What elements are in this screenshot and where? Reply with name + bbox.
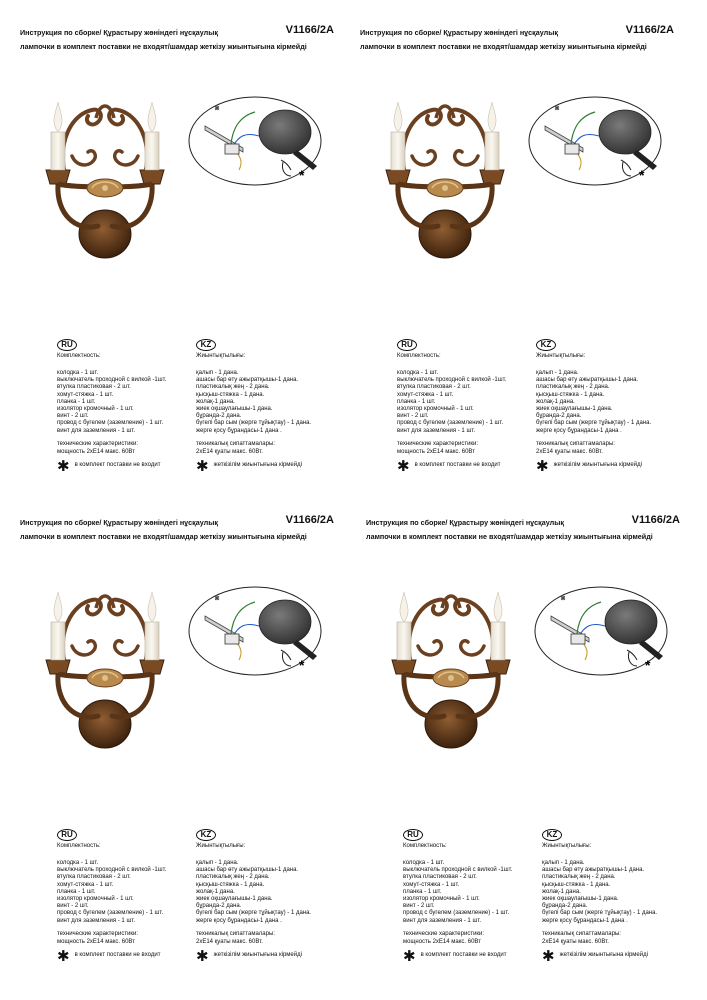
ru-item: колодка - 1 шт. bbox=[57, 370, 99, 376]
kz-item: бүгелі бар сым (жерге тұйықтау) - 1 дана. bbox=[542, 910, 658, 917]
ru-item: втулка пластиковая - 2 шт. bbox=[397, 384, 471, 391]
ru-item: выключатель проходной с вилкой -1шт. bbox=[57, 867, 167, 874]
ru-item: винт - 2 шт. bbox=[403, 903, 435, 910]
kz-note bbox=[536, 458, 642, 475]
ru-item: провод с бугелем (заземление) - 1 шт. bbox=[403, 910, 510, 917]
ru-badge: RU bbox=[57, 829, 77, 841]
kz-item: жерге қосу бұрандасы-1 дана . bbox=[196, 427, 282, 434]
subtitle: лампочки в комплект поставки не входят/шамдар жеткізу жиынтығына кірмейді bbox=[366, 532, 653, 541]
ru-item: винт для заземления - 1 шт. bbox=[397, 427, 476, 434]
kz-tech-heading: техникалық сипаттамалары: bbox=[196, 441, 275, 447]
kz-item: жиек оқшаулағышы-1 дана. bbox=[536, 405, 613, 412]
kz-item: қысқыш-стяжка - 1 дана. bbox=[196, 881, 265, 888]
kz-item: қалып - 1 дана. bbox=[196, 370, 239, 376]
kz-item: ашасы бар өту ажыратқышы-1 дана. bbox=[542, 867, 645, 874]
asterisk-icon: ✱ bbox=[397, 458, 410, 475]
mounting-diagram bbox=[531, 586, 673, 682]
ru-item: изолятор кромочный - 1 шт. bbox=[397, 405, 474, 412]
ru-note-text: в комплект поставки не входит bbox=[420, 952, 507, 958]
ru-item: втулка пластиковая - 2 шт. bbox=[57, 384, 131, 391]
ru-item: винт для заземления - 1 шт. bbox=[57, 427, 136, 434]
kz-item: бұранда-2 дана. bbox=[536, 413, 582, 420]
ru-note bbox=[57, 948, 161, 965]
asterisk-icon: ✱ bbox=[536, 458, 549, 475]
kz-item: қысқыш-стяжка - 1 дана. bbox=[196, 391, 265, 398]
ru-heading: Комплектность: bbox=[57, 353, 101, 359]
ru-note-text: в комплект поставки не входит bbox=[74, 462, 161, 468]
title: Инструкция по сборке/ Құрастыру жөніндегі нұсқаулық bbox=[366, 518, 564, 527]
kz-tech-value: 2хЕ14 қуаты макс. 60Вт. bbox=[536, 449, 603, 455]
ru-item: провод с бугелем (заземление) - 1 шт. bbox=[57, 420, 164, 427]
ru-tech-heading: технические характеристики: bbox=[403, 931, 485, 937]
ru-item: планка - 1 шт. bbox=[397, 398, 436, 405]
kz-note-text: жеткізілім жиынтығына кірмейді bbox=[559, 952, 648, 958]
kz-note bbox=[196, 948, 302, 965]
ru-tech-heading: технические характеристики: bbox=[57, 441, 139, 447]
kz-badge: KZ bbox=[536, 339, 556, 351]
asterisk-icon: ✱ bbox=[196, 948, 209, 965]
ru-item: выключатель проходной с вилкой -1шт. bbox=[403, 867, 513, 874]
mounting-diagram bbox=[525, 96, 667, 192]
ru-item: изолятор кромочный - 1 шт. bbox=[57, 405, 134, 412]
ru-note bbox=[57, 458, 161, 475]
ru-item: провод с бугелем (заземление) - 1 шт. bbox=[57, 910, 164, 917]
ru-tech-heading: технические характеристики: bbox=[397, 441, 479, 447]
mounting-diagram bbox=[185, 586, 327, 682]
kz-tech-value: 2хЕ14 қуаты макс. 60Вт. bbox=[542, 939, 609, 945]
subtitle: лампочки в комплект поставки не входят/шамдар жеткізу жиынтығына кірмейді bbox=[360, 42, 647, 51]
ru-item: хомут-стяжка - 1 шт. bbox=[57, 391, 114, 398]
kz-badge: KZ bbox=[542, 829, 562, 841]
ru-item: изолятор кромочный - 1 шт. bbox=[57, 895, 134, 902]
ru-item: винт - 2 шт. bbox=[397, 413, 429, 420]
kz-item: жолақ-1 дана. bbox=[196, 888, 235, 895]
title: Инструкция по сборке/ Құрастыру жөніндегі нұсқаулық bbox=[20, 518, 218, 527]
asterisk-icon: ✱ bbox=[403, 948, 416, 965]
kz-item: бүгелі бар сым (жерге тұйықтау) - 1 дана. bbox=[196, 420, 312, 427]
kz-item: жиек оқшаулағышы-1 дана. bbox=[196, 895, 273, 902]
ru-item: винт - 2 шт. bbox=[57, 903, 89, 910]
kz-heading: Жиынтықтылығы: bbox=[196, 353, 246, 359]
kz-item: пластикалық жең - 2 дана. bbox=[536, 384, 610, 391]
ru-item: выключатель проходной с вилкой -1шт. bbox=[57, 377, 167, 384]
ru-note bbox=[403, 948, 507, 965]
asterisk-icon: ✱ bbox=[196, 458, 209, 475]
mounting-diagram bbox=[185, 96, 327, 192]
kz-item: ашасы бар өту ажыратқышы-1 дана. bbox=[536, 377, 639, 384]
ru-tech-value: мощность 2хЕ14 макс. 60Вт bbox=[57, 939, 135, 945]
ru-items bbox=[403, 860, 512, 925]
asterisk-icon: ✱ bbox=[57, 948, 70, 965]
kz-note bbox=[196, 458, 302, 475]
wall-lamp-image bbox=[36, 92, 174, 260]
kz-tech-heading: техникалық сипаттамалары: bbox=[542, 931, 621, 937]
ru-item: планка - 1 шт. bbox=[403, 888, 442, 895]
ru-tech-value: мощность 2хЕ14 макс. 60Вт bbox=[397, 449, 475, 455]
kz-item: бұранда-2 дана. bbox=[196, 413, 242, 420]
kz-item: жолақ-1 дана. bbox=[536, 398, 575, 405]
subtitle: лампочки в комплект поставки не входят/шамдар жеткізу жиынтығына кірмейді bbox=[20, 42, 307, 51]
ru-item: винт для заземления - 1 шт. bbox=[403, 917, 482, 924]
kz-tech-value: 2хЕ14 қуаты макс. 60Вт. bbox=[196, 939, 263, 945]
asterisk-icon: ✱ bbox=[57, 458, 70, 475]
kz-item: бүгелі бар сым (жерге тұйықтау) - 1 дана. bbox=[536, 420, 652, 427]
kz-tech-heading: техникалық сипаттамалары: bbox=[196, 931, 275, 937]
kz-heading: Жиынтықтылығы: bbox=[196, 843, 246, 849]
ru-badge: RU bbox=[403, 829, 423, 841]
asterisk-icon: ✱ bbox=[542, 948, 555, 965]
kz-item: ашасы бар өту ажыратқышы-1 дана. bbox=[196, 377, 299, 384]
instruction-panel-1 bbox=[0, 0, 340, 490]
kz-item: бұранда-2 дана. bbox=[542, 903, 588, 910]
kz-note-text: жеткізілім жиынтығына кірмейді bbox=[213, 462, 302, 468]
ru-item: планка - 1 шт. bbox=[57, 398, 96, 405]
kz-item: жерге қосу бұрандасы-1 дана . bbox=[536, 427, 622, 434]
title: Инструкция по сборке/ Құрастыру жөніндегі нұсқаулық bbox=[20, 28, 218, 37]
ru-note-text: в комплект поставки не входит bbox=[414, 462, 501, 468]
ru-item: втулка пластиковая - 2 шт. bbox=[57, 874, 131, 881]
kz-note bbox=[542, 948, 648, 965]
kz-heading: Жиынтықтылығы: bbox=[542, 843, 592, 849]
ru-item: втулка пластиковая - 2 шт. bbox=[403, 874, 477, 881]
ru-items bbox=[397, 370, 506, 435]
kz-items bbox=[536, 370, 651, 435]
kz-item: жиек оқшаулағышы-1 дана. bbox=[196, 405, 273, 412]
ru-item: винт - 2 шт. bbox=[57, 413, 89, 420]
kz-item: жерге қосу бұрандасы-1 дана . bbox=[196, 917, 282, 924]
instruction-panel-2 bbox=[340, 0, 680, 490]
ru-items bbox=[57, 370, 166, 435]
ru-item: планка - 1 шт. bbox=[57, 888, 96, 895]
kz-item: бұранда-2 дана. bbox=[196, 903, 242, 910]
kz-items bbox=[196, 860, 311, 925]
ru-badge: RU bbox=[397, 339, 417, 351]
wall-lamp-image bbox=[382, 582, 520, 750]
model-code: V1166/2A bbox=[285, 514, 334, 526]
ru-item: хомут-стяжка - 1 шт. bbox=[57, 881, 114, 888]
ru-tech-value: мощность 2хЕ14 макс. 60Вт bbox=[57, 449, 135, 455]
ru-item: выключатель проходной с вилкой -1шт. bbox=[397, 377, 507, 384]
ru-item: изолятор кромочный - 1 шт. bbox=[403, 895, 480, 902]
kz-item: қалып - 1 дана. bbox=[542, 860, 585, 866]
ru-heading: Комплектность: bbox=[397, 353, 441, 359]
ru-tech-heading: технические характеристики: bbox=[57, 931, 139, 937]
instruction-panel-3 bbox=[0, 490, 340, 980]
kz-item: жолақ-1 дана. bbox=[542, 888, 581, 895]
ru-item: колодка - 1 шт. bbox=[403, 860, 445, 866]
ru-badge: RU bbox=[57, 339, 77, 351]
ru-item: хомут-стяжка - 1 шт. bbox=[397, 391, 454, 398]
instruction-panel-4 bbox=[346, 490, 686, 980]
kz-item: жерге қосу бұрандасы-1 дана . bbox=[542, 917, 628, 924]
ru-item: колодка - 1 шт. bbox=[397, 370, 439, 376]
wall-lamp-image bbox=[36, 582, 174, 750]
subtitle: лампочки в комплект поставки не входят/шамдар жеткізу жиынтығына кірмейді bbox=[20, 532, 307, 541]
ru-items bbox=[57, 860, 166, 925]
kz-item: қалып - 1 дана. bbox=[196, 860, 239, 866]
ru-item: хомут-стяжка - 1 шт. bbox=[403, 881, 460, 888]
kz-items bbox=[542, 860, 657, 925]
kz-note-text: жеткізілім жиынтығына кірмейді bbox=[213, 952, 302, 958]
title: Инструкция по сборке/ Құрастыру жөніндегі нұсқаулық bbox=[360, 28, 558, 37]
kz-item: қысқыш-стяжка - 1 дана. bbox=[542, 881, 611, 888]
kz-item: қалып - 1 дана. bbox=[536, 370, 579, 376]
wall-lamp-image bbox=[376, 92, 514, 260]
kz-item: пластикалық жең - 2 дана. bbox=[196, 384, 270, 391]
ru-heading: Комплектность: bbox=[57, 843, 101, 849]
kz-item: қысқыш-стяжка - 1 дана. bbox=[536, 391, 605, 398]
ru-item: винт для заземления - 1 шт. bbox=[57, 917, 136, 924]
ru-note bbox=[397, 458, 501, 475]
model-code: V1166/2A bbox=[625, 24, 674, 36]
kz-item: ашасы бар өту ажыратқышы-1 дана. bbox=[196, 867, 299, 874]
kz-note-text: жеткізілім жиынтығына кірмейді bbox=[553, 462, 642, 468]
model-code: V1166/2A bbox=[631, 514, 680, 526]
kz-heading: Жиынтықтылығы: bbox=[536, 353, 586, 359]
kz-item: бүгелі бар сым (жерге тұйықтау) - 1 дана. bbox=[196, 910, 312, 917]
kz-item: жолақ-1 дана. bbox=[196, 398, 235, 405]
model-code: V1166/2A bbox=[285, 24, 334, 36]
ru-heading: Комплектность: bbox=[403, 843, 447, 849]
kz-badge: KZ bbox=[196, 339, 216, 351]
kz-tech-value: 2хЕ14 қуаты макс. 60Вт. bbox=[196, 449, 263, 455]
kz-item: пластикалық жең - 2 дана. bbox=[196, 874, 270, 881]
ru-item: колодка - 1 шт. bbox=[57, 860, 99, 866]
ru-item: провод с бугелем (заземление) - 1 шт. bbox=[397, 420, 504, 427]
kz-tech-heading: техникалық сипаттамалары: bbox=[536, 441, 615, 447]
kz-item: пластикалық жең - 2 дана. bbox=[542, 874, 616, 881]
kz-badge: KZ bbox=[196, 829, 216, 841]
ru-note-text: в комплект поставки не входит bbox=[74, 952, 161, 958]
ru-tech-value: мощность 2хЕ14 макс. 60Вт bbox=[403, 939, 481, 945]
kz-item: жиек оқшаулағышы-1 дана. bbox=[542, 895, 619, 902]
kz-items bbox=[196, 370, 311, 435]
